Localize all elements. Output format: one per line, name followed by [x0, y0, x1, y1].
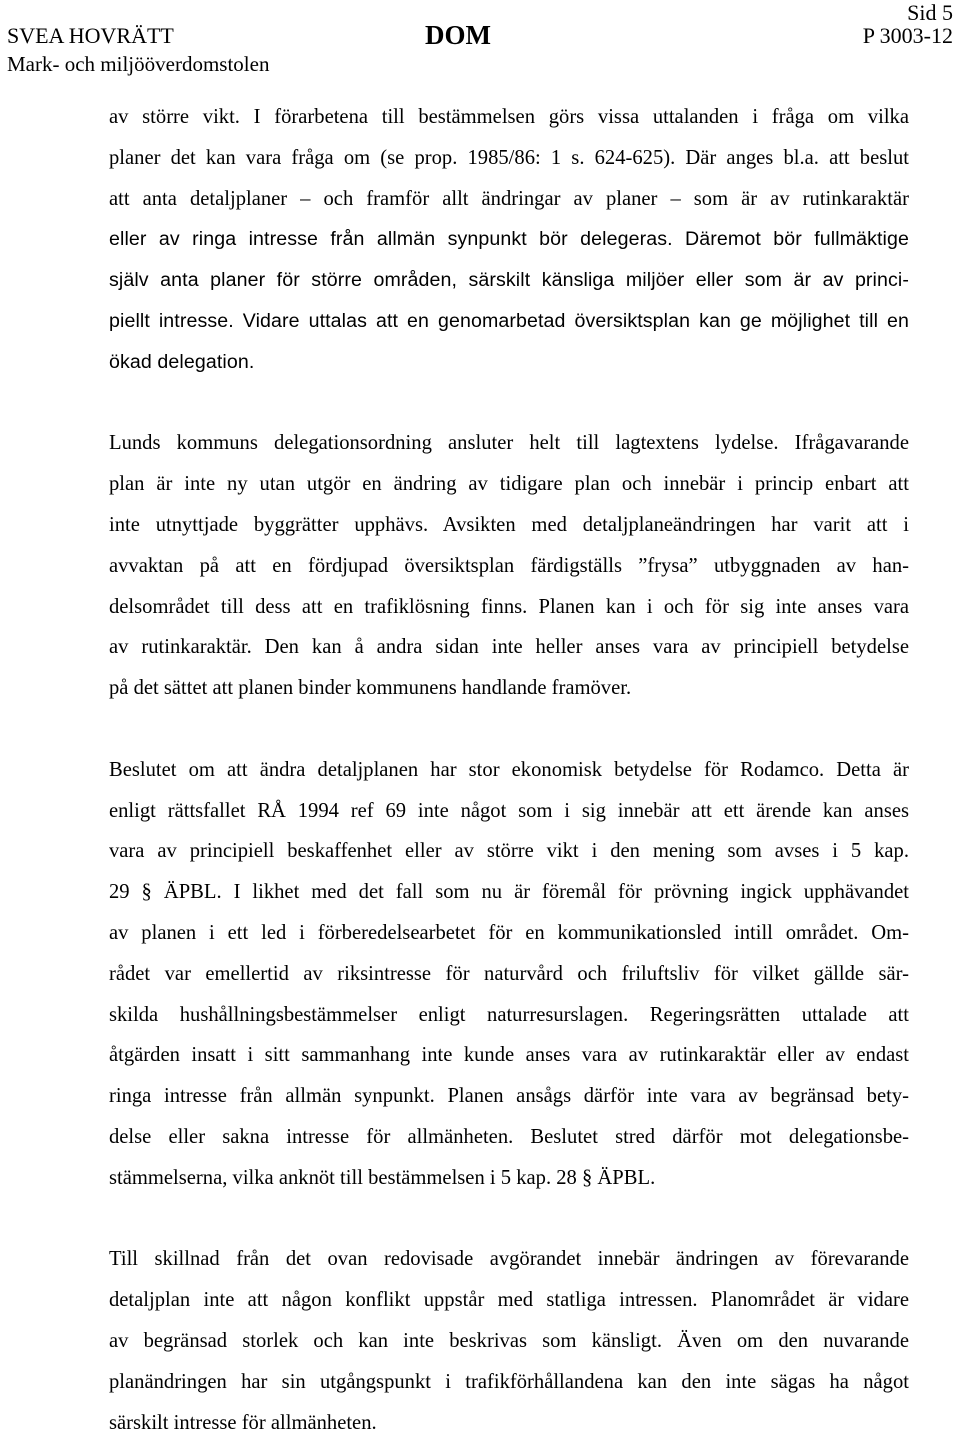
text-line [109, 423, 909, 464]
text-segment: stämmelserna, vilka anknöt till bestämmelsen i 5 kap. 28 § ÄPBL. [109, 1167, 655, 1189]
text-line [109, 831, 909, 872]
text-line [109, 1280, 909, 1321]
text-segment: ökad delegation. [109, 351, 254, 373]
text-segment: på det sättet att planen binder kommunens handlande framöver. [109, 677, 631, 699]
court-division: Mark- och miljööverdomstolen [7, 51, 269, 77]
text-segment: inte utnyttjade byggrätter upphävs. Avsikten med detaljplaneändringen har varit att i [109, 514, 909, 536]
text-line [109, 546, 909, 587]
text-segment: enligt rättsfallet RÅ 1994 ref 69 inte något som i sig innebär att ett ärende kan anses [109, 800, 909, 822]
text-line [109, 138, 909, 179]
text-segment: planer det kan vara fråga om (se prop. 1985/86: 1 s. 624-625). Där anges bl.a. att beslut [109, 147, 909, 169]
text-segment: av planen i ett led i förberedelsearbetet för en kommunikationsled intill området. Om- [109, 922, 909, 944]
text-line [109, 1239, 909, 1280]
text-segment: att anta detaljplaner – och framför allt ändringar av planer – som är av rutinkaraktär [109, 188, 909, 210]
page-header [0, 0, 960, 80]
text-segment: åtgärden insatt i sitt sammanhang inte kunde anses vara av rutinkaraktär eller av endast [109, 1044, 909, 1066]
text-line [109, 1117, 909, 1158]
text-segment: Till skillnad från det ovan redovisade avgörandet innebär ändringen av förevarande [109, 1248, 909, 1270]
text-segment: rådet var emellertid av riksintresse för naturvård och friluftsliv för vilket gällde sär- [109, 963, 909, 985]
page-number: Sid 5 [907, 0, 953, 26]
text-line [109, 1403, 909, 1443]
text-segment: Lunds kommuns delegationsordning ansluter helt till lagtextens lydelse. Ifrågavarande [109, 432, 909, 454]
text-segment: delse eller sakna intresse för allmänheten. Beslutet stred därför mot delegationsbe- [109, 1126, 909, 1148]
text-line [109, 97, 909, 138]
text-segment: detaljplan inte att någon konflikt uppstår med statliga intressen. Planområdet är vidare [109, 1289, 909, 1311]
text-line [109, 219, 909, 260]
paragraph [109, 1239, 909, 1443]
text-line [109, 342, 909, 383]
text-line [109, 505, 909, 546]
text-segment: 29 § ÄPBL. I likhet med det fall som nu är föremål för prövning ingick upphävandet [109, 881, 909, 903]
text-line [109, 1362, 909, 1403]
text-line [109, 872, 909, 913]
document-type: DOM [425, 22, 491, 48]
text-segment: piellt intresse. Vidare uttalas att en genomarbetad översiktsplan kan ge möjlighet till en [109, 310, 909, 332]
text-line [109, 1035, 909, 1076]
text-segment: avvaktan på att en fördjupad översiktsplan färdigställs ”frysa” utbyggnaden av han- [109, 555, 909, 577]
text-line [109, 627, 909, 668]
paragraph [109, 750, 909, 1199]
text-segment: planändringen har sin utgångspunkt i trafikförhållandena kan den inte sägas ha något [109, 1371, 909, 1393]
text-line [109, 668, 909, 709]
text-line [109, 954, 909, 995]
text-segment: vara av principiell beskaffenhet eller av större vikt i den mening som avses i 5 kap. [109, 840, 909, 862]
text-segment: plan är inte ny utan utgör en ändring av tidigare plan och innebär i princip enbart att [109, 473, 909, 495]
case-number: P 3003-12 [863, 23, 953, 49]
text-segment: Beslutet om att ändra detaljplanen har stor ekonomisk betydelse för Rodamco. Detta är [109, 759, 909, 781]
text-line [109, 301, 909, 342]
text-segment: Däremot bör fullmäktige [685, 228, 909, 250]
text-line [109, 1076, 909, 1117]
text-line [109, 750, 909, 791]
text-line [109, 464, 909, 505]
text-line [109, 913, 909, 954]
text-line [109, 1158, 909, 1199]
text-line [109, 995, 909, 1036]
text-line [109, 791, 909, 832]
text-line [109, 260, 909, 301]
text-line [109, 1321, 909, 1362]
text-segment: särskilt intresse för allmänheten. [109, 1412, 377, 1434]
text-segment: eller av ringa intresse från allmän synpunkt bör delegeras. [109, 228, 685, 250]
court-name: SVEA HOVRÄTT [7, 23, 174, 49]
text-segment: själv anta planer för större områden, särskilt känsliga miljöer eller som är av princi- [109, 269, 909, 291]
paragraph [109, 423, 909, 709]
text-segment: delsområdet till dess att en trafiklösning finns. Planen kan i och för sig inte anses vara [109, 596, 909, 618]
text-segment: av rutinkaraktär. Den kan å andra sidan inte heller anses vara av principiell betydelse [109, 636, 909, 658]
document-body [109, 97, 909, 1443]
text-segment: av begränsad storlek och kan inte beskrivas som känsligt. Även om den nuvarande [109, 1330, 909, 1352]
text-segment: av större vikt. I förarbetena till bestämmelsen görs vissa uttalanden i fråga om vilka [109, 106, 909, 128]
paragraph [109, 97, 909, 383]
text-line [109, 179, 909, 220]
text-segment: ringa intresse från allmän synpunkt. Planen ansågs därför inte vara av begränsad bety- [109, 1085, 909, 1107]
text-segment: skilda hushållningsbestämmelser enligt naturresurslagen. Regeringsrätten uttalade att [109, 1004, 909, 1026]
text-line [109, 587, 909, 628]
